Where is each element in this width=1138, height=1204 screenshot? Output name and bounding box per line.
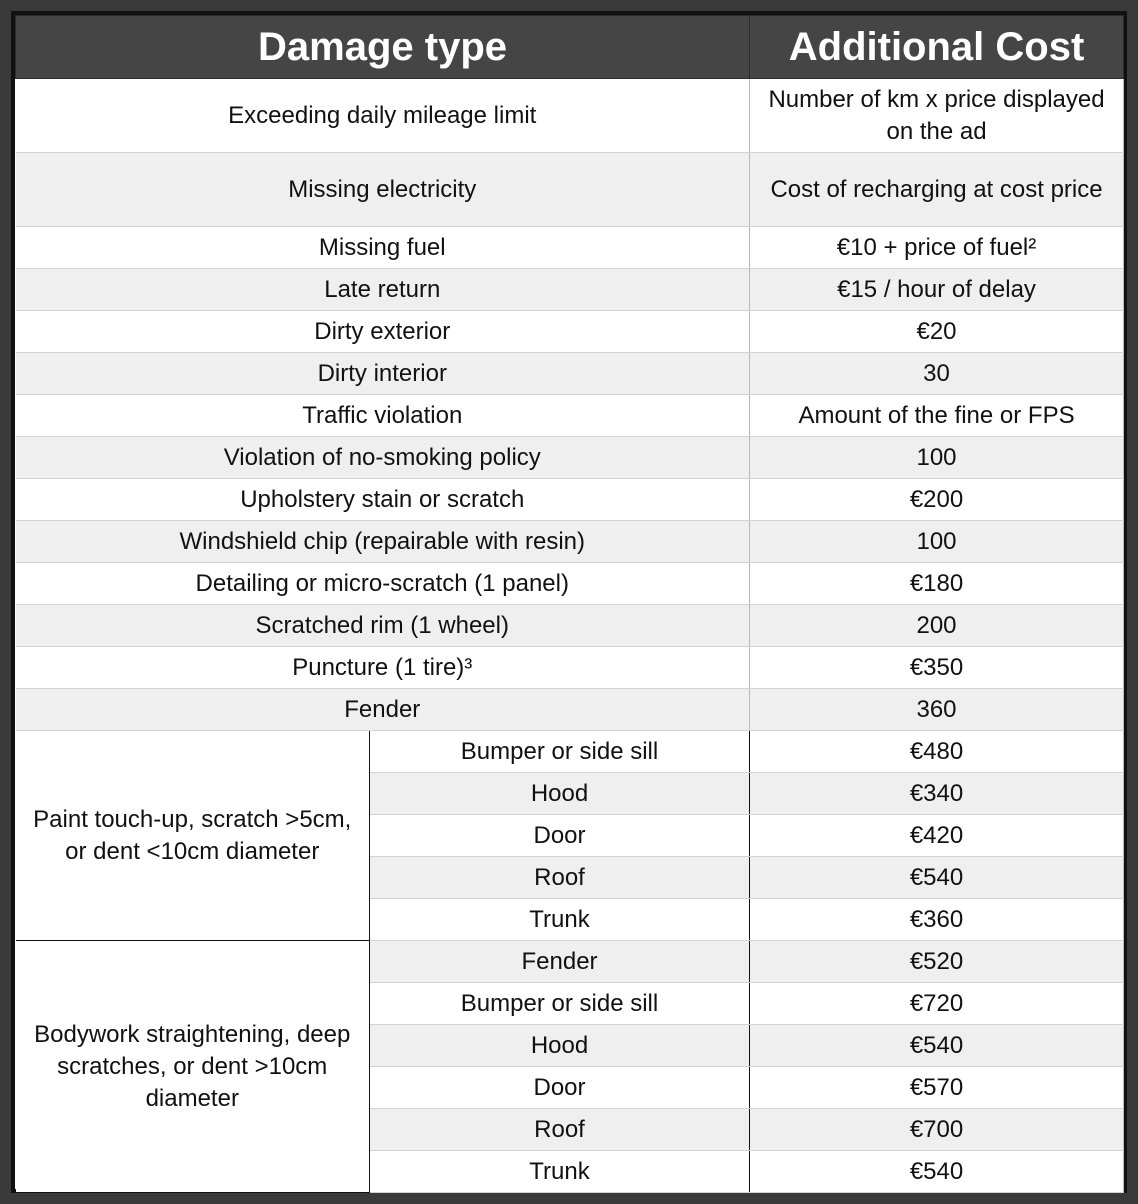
damage-cell: Dirty interior [16,353,750,395]
cost-cell: €340 [750,773,1124,815]
cost-table-frame [11,11,1127,1193]
part-cell: Door [370,815,750,857]
cost-cell: €520 [750,941,1124,983]
part-cell: Roof [370,857,750,899]
part-cell: Hood [370,1025,750,1067]
cost-cell: €10 + price of fuel² [750,227,1124,269]
damage-cell: Windshield chip (repairable with resin) [16,521,750,563]
part-cell: Bumper or side sill [370,983,750,1025]
table-row [16,731,1124,773]
cost-cell: €20 [750,311,1124,353]
cost-cell: €420 [750,815,1124,857]
cost-cell: €700 [750,1109,1124,1151]
table-row [16,395,1124,437]
cost-cell: 200 [750,605,1124,647]
cost-cell: 360 [750,689,1124,731]
cost-cell: €540 [750,1025,1124,1067]
cost-cell: €180 [750,563,1124,605]
table-row [16,79,1124,153]
table-row [16,353,1124,395]
header-damage-type: Damage type [16,16,750,79]
cost-cell: Cost of recharging at cost price [750,153,1124,227]
damage-cell: Late return [16,269,750,311]
group-label-paint-touch-up: Paint touch-up, scratch >5cm, or dent <10cm diameter [16,731,370,941]
header-additional-cost: Additional Cost [750,16,1124,79]
part-cell: Door [370,1067,750,1109]
table-row [16,437,1124,479]
table-row [16,269,1124,311]
damage-cost-table [15,15,1124,1193]
part-cell: Roof [370,1109,750,1151]
cost-cell: Number of km x price displayed on the ad [750,79,1124,153]
table-row [16,563,1124,605]
cost-cell: €720 [750,983,1124,1025]
damage-cell: Detailing or micro-scratch (1 panel) [16,563,750,605]
part-cell: Bumper or side sill [370,731,750,773]
part-cell: Trunk [370,1151,750,1193]
cost-cell: €360 [750,899,1124,941]
damage-cell: Missing electricity [16,153,750,227]
damage-cell: Fender [16,689,750,731]
table-row [16,479,1124,521]
damage-cell: Exceeding daily mileage limit [16,79,750,153]
cost-cell: €200 [750,479,1124,521]
damage-cell: Violation of no-smoking policy [16,437,750,479]
table-row [16,941,1124,983]
damage-cell: Scratched rim (1 wheel) [16,605,750,647]
table-row [16,227,1124,269]
cost-cell: €350 [750,647,1124,689]
cost-cell: 100 [750,521,1124,563]
part-cell: Hood [370,773,750,815]
damage-cell: Upholstery stain or scratch [16,479,750,521]
cost-cell: €480 [750,731,1124,773]
table-header-row [16,16,1124,79]
damage-cell: Puncture (1 tire)³ [16,647,750,689]
cost-cell: €540 [750,1151,1124,1193]
damage-cell: Traffic violation [16,395,750,437]
table-row [16,689,1124,731]
cost-cell: €540 [750,857,1124,899]
damage-cell: Missing fuel [16,227,750,269]
table-row [16,605,1124,647]
table-row [16,311,1124,353]
damage-cell: Dirty exterior [16,311,750,353]
table-row [16,647,1124,689]
part-cell: Trunk [370,899,750,941]
cost-cell: €570 [750,1067,1124,1109]
cost-cell: Amount of the fine or FPS [750,395,1124,437]
cost-cell: 100 [750,437,1124,479]
part-cell: Fender [370,941,750,983]
cost-cell: 30 [750,353,1124,395]
group-label-bodywork-straightening: Bodywork straightening, deep scratches, or dent >10cm diameter [16,941,370,1193]
table-row [16,521,1124,563]
cost-cell: €15 / hour of delay [750,269,1124,311]
table-row [16,153,1124,227]
